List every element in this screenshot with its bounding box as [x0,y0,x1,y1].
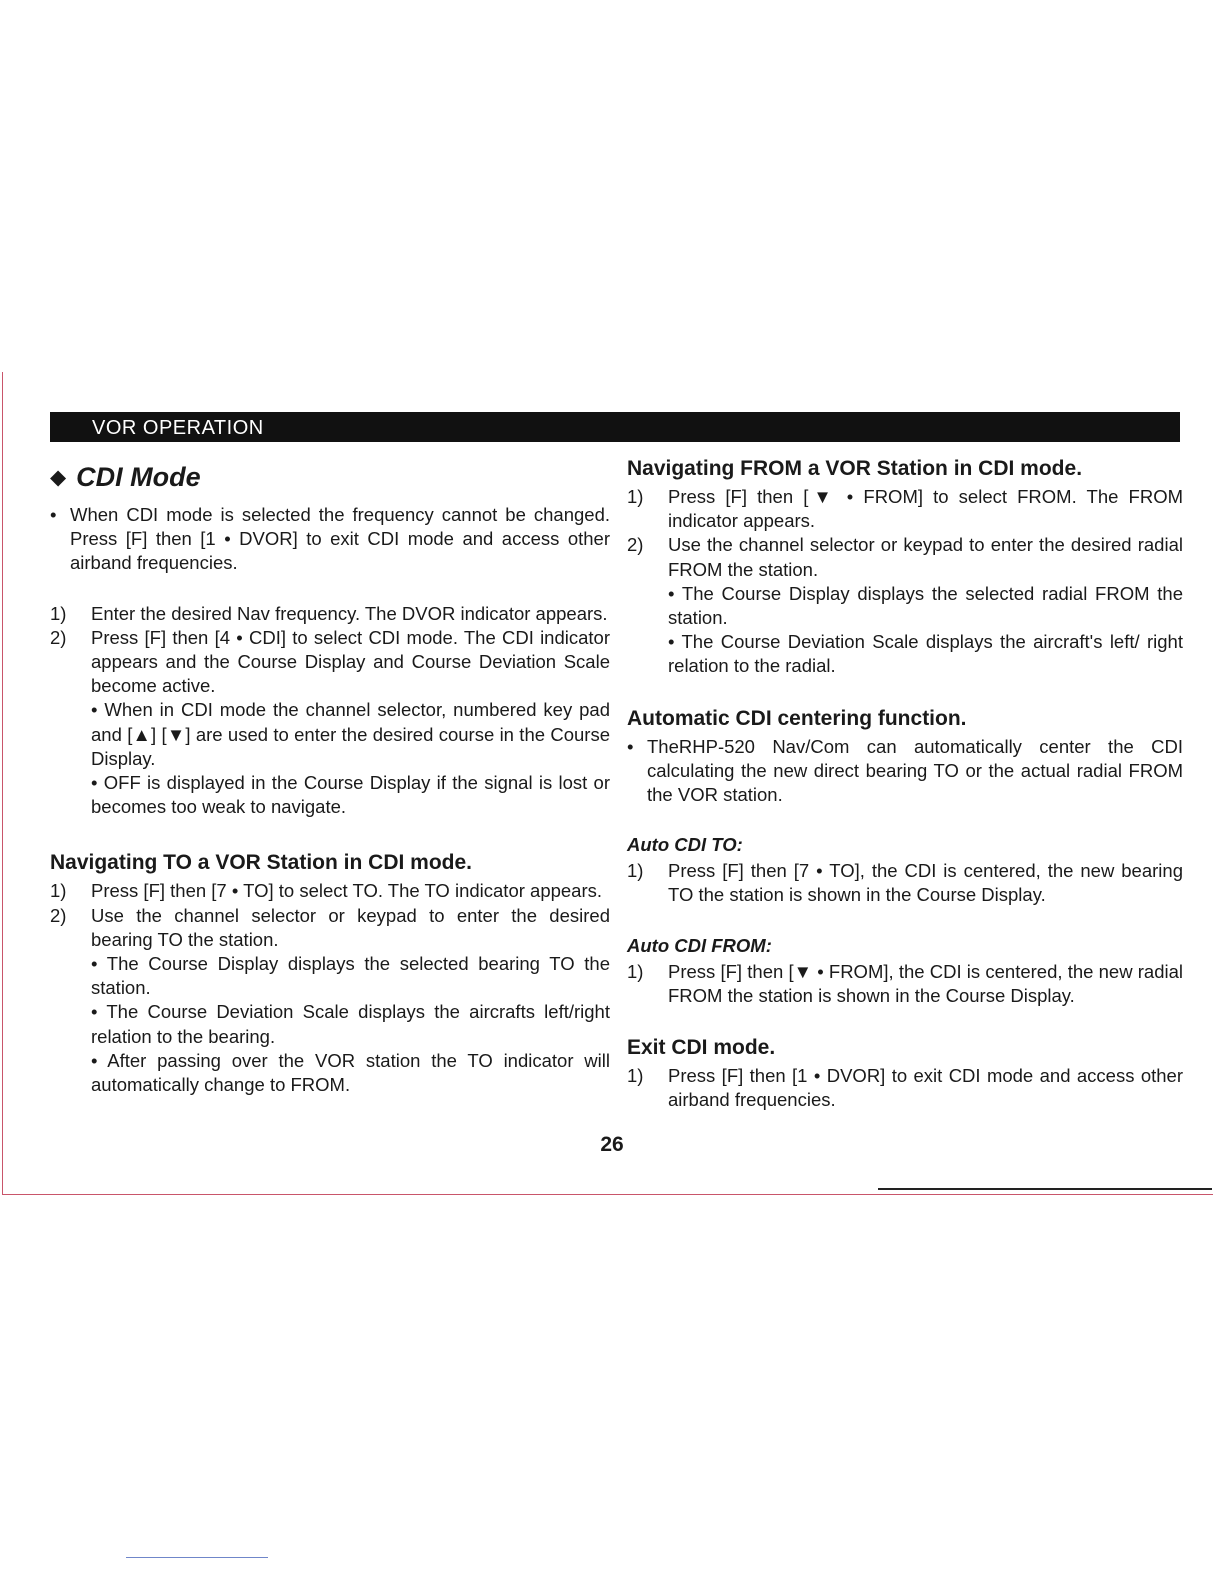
step-number: 2) [50,626,67,648]
footer-rule [126,1557,268,1558]
step-number: 2) [50,904,67,926]
step-number: 1) [627,1065,644,1087]
page-title-text: CDI Mode [76,462,201,492]
section-header-bar [50,412,1180,442]
step-text: Press [F] then [4 • CDI] to select CDI mode. The CDI indicator appears and the Course Display and Course Deviation Scale become active. [91,626,610,697]
step-note: • The Course Display displays the selected radial FROM the station. [668,582,1183,629]
nav-from-step-1 [627,485,1183,533]
auto-center-heading: Automatic CDI centering function. [627,706,967,730]
step-number: 1) [627,486,644,507]
step-text: Enter the desired Nav frequency. The DVOR indicator appears. [91,602,608,624]
nav-to-heading: Navigating TO a VOR Station in CDI mode. [50,851,472,875]
auto-from-heading: Auto CDI FROM: [627,934,772,956]
section-title: VOR OPERATION [92,417,264,439]
step-number: 2) [627,534,644,556]
step-number: 1) [50,880,67,902]
step-text: Use the channel selector or keypad to enter the desired radial FROM the station. [668,534,1183,580]
diamond-bullet-icon: ◆ [50,466,67,489]
step-text: Press [F] then [7 • TO] to select TO. The TO indicator appears. [91,880,603,902]
intro-bullet: • When CDI mode is selected the frequency cannot be changed. Press [F] then [1 • DVOR] to exit CDI mode and access other airband frequencies. [50,503,610,576]
step-note: • The Course Deviation Scale displays the aircrafts left/right relation to the bearing. [91,1001,610,1047]
cdi-step-1 [50,602,610,626]
auto-center-bullet: • TheRHP-520 Nav/Com can automatically center the CDI calculating the new direct bearing TO or the actual radial FROM the VOR station. [627,735,1183,808]
step-number: 1) [627,860,644,882]
step-note: • The Course Display displays the selected bearing TO the station. [91,953,610,999]
step-note: • When in CDI mode the channel selector, numbered key pad and [▲] [▼] are used to enter the desired course in the Course Display. [91,699,610,769]
page-number: 26 [600,1133,624,1156]
nav-to-step-2 [50,904,610,1098]
auto-to-heading: Auto CDI TO: [627,834,743,856]
left-column [50,455,610,1097]
step-note: • OFF is displayed in the Course Display if the signal is lost or becomes too weak to navigate. [91,772,610,818]
nav-from-step-2 [627,533,1183,678]
exit-step-1 [627,1064,1183,1112]
page-frame-divider [878,1188,1212,1190]
exit-heading: Exit CDI mode. [627,1036,776,1060]
step-text: Use the channel selector or keypad to enter the desired bearing TO the station. [91,904,610,950]
right-column [627,455,1183,1112]
auto-to-step-1 [627,859,1183,907]
nav-from-heading: Navigating FROM a VOR Station in CDI mode. [627,457,1083,480]
step-text: Press [F] then [1 • DVOR] to exit CDI mode and access other airband frequencies. [668,1065,1183,1111]
page-title [50,460,610,497]
nav-to-step-1 [50,879,610,903]
step-text: Press [F] then [7 • TO], the CDI is centered, the new bearing TO the station is shown in the Course Display. [668,860,1183,906]
step-number: 1) [627,960,644,982]
step-text: Press [F] then [▼ • FROM] to select FROM. The FROM indicator appears. [668,486,1183,532]
cdi-step-2 [50,626,610,820]
step-note: • After passing over the VOR station the TO indicator will automatically change to FROM. [91,1049,610,1096]
step-text: Press [F] then [▼ • FROM], the CDI is centered, the new radial FROM the station is shown in the Course Display. [668,960,1183,1006]
step-number: 1) [50,602,67,624]
step-note: • The Course Deviation Scale displays the aircraft's left/ right relation to the radial. [668,631,1183,677]
auto-from-step-1 [627,960,1183,1008]
